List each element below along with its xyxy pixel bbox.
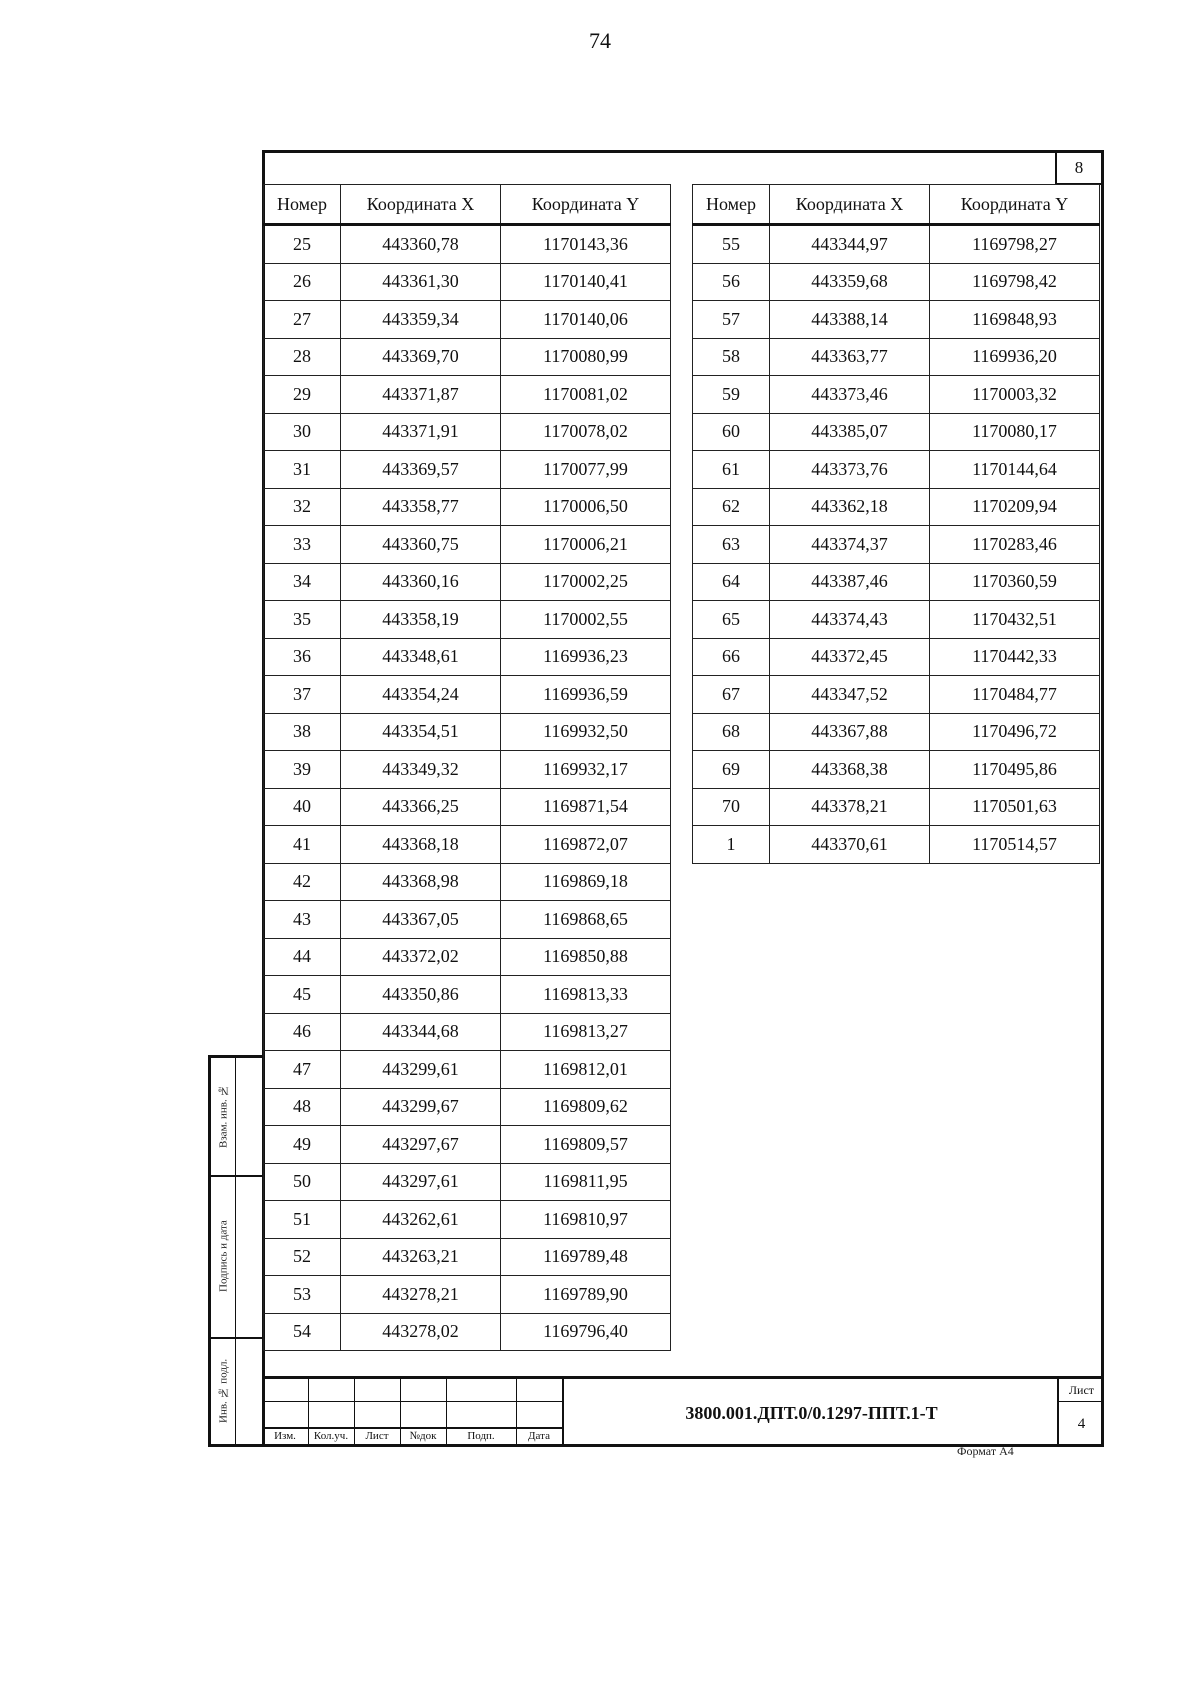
cell-y: 1169810,97 [501,1201,671,1239]
cell-number: 57 [693,301,770,339]
cell-x: 443297,67 [341,1126,501,1164]
cell-number: 40 [264,788,341,826]
cell-x: 443371,91 [341,413,501,451]
table-row [693,225,1100,264]
table-row [264,713,671,751]
cell-y: 1170501,63 [930,788,1100,826]
table-row [264,451,671,489]
cell-y: 1169813,33 [501,976,671,1014]
table-row [264,1088,671,1126]
side-label-podpis: Подпись и дата [217,1220,230,1292]
cell-y: 1170002,25 [501,563,671,601]
table-row [693,713,1100,751]
cell-x: 443354,24 [341,676,501,714]
cell-y: 1169869,18 [501,863,671,901]
cell-x: 443299,61 [341,1051,501,1089]
cell-y: 1170077,99 [501,451,671,489]
cell-number: 54 [264,1313,341,1351]
header-y: Координата Y [930,185,1100,225]
cell-number: 32 [264,488,341,526]
sheet-value: 4 [1077,1416,1086,1432]
tb-header-podp: Подп. [467,1430,495,1442]
table-body-right [693,225,1100,864]
cell-x: 443374,37 [770,526,930,564]
table-row [693,826,1100,864]
cell-number: 55 [693,225,770,264]
cell-x: 443369,70 [341,338,501,376]
tb-header-izm: Изм. [274,1430,296,1442]
table-row [693,676,1100,714]
header-x: Координата X [341,185,501,225]
cell-number: 50 [264,1163,341,1201]
cell-number: 56 [693,263,770,301]
cell-y: 1169809,62 [501,1088,671,1126]
cell-x: 443361,30 [341,263,501,301]
table-row [693,338,1100,376]
header-num: Номер [693,185,770,225]
cell-number: 44 [264,938,341,976]
cell-x: 443372,02 [341,938,501,976]
cell-x: 443278,02 [341,1313,501,1351]
table-header-row [693,185,1100,225]
tb-header-kolich: Кол.уч. [313,1430,349,1442]
cell-y: 1169868,65 [501,901,671,939]
cell-y: 1170140,41 [501,263,671,301]
table-row [264,413,671,451]
cell-x: 443378,21 [770,788,930,826]
cell-y: 1170080,99 [501,338,671,376]
cell-number: 1 [693,826,770,864]
tb-header-list: Лист [365,1430,389,1442]
cell-y: 1169811,95 [501,1163,671,1201]
header-x: Координата X [770,185,930,225]
coordinates-table-right [692,184,1100,864]
cell-y: 1169871,54 [501,788,671,826]
cell-x: 443385,07 [770,413,930,451]
table-row [264,863,671,901]
cell-x: 443344,68 [341,1013,501,1051]
side-label-inv: Инв. № подл. [217,1358,230,1423]
cell-y: 1169798,27 [930,225,1100,264]
cell-number: 33 [264,526,341,564]
cell-y: 1169809,57 [501,1126,671,1164]
table-header-row [264,185,671,225]
cell-number: 64 [693,563,770,601]
cell-number: 66 [693,638,770,676]
cell-y: 1169789,90 [501,1276,671,1314]
table-row [693,413,1100,451]
cell-x: 443367,88 [770,713,930,751]
table-row [264,901,671,939]
format-label: Формат А4 [957,1444,1014,1458]
cell-number: 25 [264,225,341,264]
cell-y: 1169872,07 [501,826,671,864]
cell-number: 46 [264,1013,341,1051]
table-row [264,751,671,789]
cell-x: 443368,38 [770,751,930,789]
cell-number: 37 [264,676,341,714]
cell-number: 61 [693,451,770,489]
table-row [264,676,671,714]
cell-x: 443366,25 [341,788,501,826]
cell-number: 26 [264,263,341,301]
cell-number: 67 [693,676,770,714]
table-row [693,788,1100,826]
cell-number: 31 [264,451,341,489]
cell-y: 1170006,50 [501,488,671,526]
table-row [264,938,671,976]
cell-y: 1170496,72 [930,713,1100,751]
tb-header-ndok: №док [409,1430,437,1442]
cell-x: 443358,77 [341,488,501,526]
table-row [264,1313,671,1351]
table-row [264,976,671,1014]
cell-number: 68 [693,713,770,751]
cell-number: 36 [264,638,341,676]
side-label-vzam: Взам. инв. № [217,1084,230,1149]
cell-number: 70 [693,788,770,826]
cell-number: 30 [264,413,341,451]
cell-y: 1169798,42 [930,263,1100,301]
revision-grid [262,1379,562,1447]
cell-y: 1169936,20 [930,338,1100,376]
cell-number: 51 [264,1201,341,1239]
cell-x: 443371,87 [341,376,501,414]
cell-y: 1169813,27 [501,1013,671,1051]
cell-x: 443359,68 [770,263,930,301]
cell-y: 1170002,55 [501,601,671,639]
coordinates-table-left [263,184,671,1351]
table-row [264,376,671,414]
cell-y: 1170360,59 [930,563,1100,601]
cell-y: 1170006,21 [501,526,671,564]
table-row [693,301,1100,339]
cell-y: 1169932,50 [501,713,671,751]
sheet-label: Лист [1059,1379,1104,1402]
cell-number: 38 [264,713,341,751]
cell-x: 443359,34 [341,301,501,339]
table-row [693,526,1100,564]
cell-x: 443368,98 [341,863,501,901]
cell-y: 1170078,02 [501,413,671,451]
cell-number: 53 [264,1276,341,1314]
page-number: 74 [589,28,611,53]
cell-number: 69 [693,751,770,789]
table-row [264,1051,671,1089]
cell-number: 43 [264,901,341,939]
cell-number: 52 [264,1238,341,1276]
cell-number: 45 [264,976,341,1014]
cell-x: 443360,16 [341,563,501,601]
cell-x: 443350,86 [341,976,501,1014]
table-row [264,1276,671,1314]
cell-y: 1169848,93 [930,301,1100,339]
cell-y: 1169796,40 [501,1313,671,1351]
cell-y: 1170080,17 [930,413,1100,451]
cell-x: 443374,43 [770,601,930,639]
cell-y: 1170495,86 [930,751,1100,789]
cell-y: 1170140,06 [501,301,671,339]
table-row [264,338,671,376]
cell-y: 1169936,23 [501,638,671,676]
table-row [693,601,1100,639]
cell-x: 443369,57 [341,451,501,489]
binding-strip [208,1055,263,1447]
cell-y: 1170432,51 [930,601,1100,639]
cell-x: 443373,76 [770,451,930,489]
table-row [264,301,671,339]
cell-number: 59 [693,376,770,414]
cell-x: 443368,18 [341,826,501,864]
cell-number: 39 [264,751,341,789]
cell-y: 1169812,01 [501,1051,671,1089]
cell-x: 443370,61 [770,826,930,864]
cell-y: 1170144,64 [930,451,1100,489]
cell-y: 1170209,94 [930,488,1100,526]
cell-number: 58 [693,338,770,376]
cell-number: 42 [264,863,341,901]
table-row [693,451,1100,489]
cell-x: 443387,46 [770,563,930,601]
table-row [264,638,671,676]
cell-number: 35 [264,601,341,639]
header-y: Координата Y [501,185,671,225]
table-row [264,488,671,526]
cell-y: 1169932,17 [501,751,671,789]
cell-x: 443372,45 [770,638,930,676]
cell-number: 34 [264,563,341,601]
cell-x: 443348,61 [341,638,501,676]
cell-number: 60 [693,413,770,451]
cell-y: 1170514,57 [930,826,1100,864]
cell-x: 443344,97 [770,225,930,264]
table-row [264,1013,671,1051]
table-row [264,1201,671,1239]
cell-number: 48 [264,1088,341,1126]
table-row [693,488,1100,526]
cell-number: 63 [693,526,770,564]
cell-x: 443358,19 [341,601,501,639]
cell-y: 1169936,59 [501,676,671,714]
cell-x: 443263,21 [341,1238,501,1276]
table-row [264,601,671,639]
table-row [264,1238,671,1276]
cell-number: 41 [264,826,341,864]
table-row [693,263,1100,301]
table-row [693,751,1100,789]
cell-x: 443373,46 [770,376,930,414]
cell-y: 1170081,02 [501,376,671,414]
cell-x: 443347,52 [770,676,930,714]
tb-header-data: Дата [528,1430,550,1442]
table-body-left [264,225,671,1351]
cell-x: 443360,75 [341,526,501,564]
table-row [264,826,671,864]
cell-x: 443360,78 [341,225,501,264]
table-row [264,788,671,826]
cell-x: 443262,61 [341,1201,501,1239]
table-row [264,1163,671,1201]
cell-number: 62 [693,488,770,526]
cell-number: 49 [264,1126,341,1164]
table-row [693,638,1100,676]
cell-y: 1170442,33 [930,638,1100,676]
table-row [693,563,1100,601]
cell-x: 443388,14 [770,301,930,339]
cell-x: 443367,05 [341,901,501,939]
cell-number: 47 [264,1051,341,1089]
cell-x: 443349,32 [341,751,501,789]
cell-y: 1170143,36 [501,225,671,264]
cell-x: 443362,18 [770,488,930,526]
table-row [264,225,671,264]
sheet-mark: 8 [1055,153,1101,185]
cell-number: 28 [264,338,341,376]
cell-y: 1170283,46 [930,526,1100,564]
cell-x: 443354,51 [341,713,501,751]
cell-x: 443297,61 [341,1163,501,1201]
table-row [264,263,671,301]
cell-y: 1170003,32 [930,376,1100,414]
cell-x: 443363,77 [770,338,930,376]
title-block [262,1376,1104,1447]
cell-number: 29 [264,376,341,414]
cell-x: 443299,67 [341,1088,501,1126]
cell-y: 1170484,77 [930,676,1100,714]
table-row [693,376,1100,414]
table-row [264,563,671,601]
sheet-number-box [1057,1379,1104,1447]
cell-y: 1169789,48 [501,1238,671,1276]
table-row [264,526,671,564]
table-row [264,1126,671,1164]
cell-x: 443278,21 [341,1276,501,1314]
cell-y: 1169850,88 [501,938,671,976]
document-designation: 3800.001.ДПТ.0/0.1297-ППТ.1-Т [562,1379,1059,1447]
cell-number: 65 [693,601,770,639]
cell-number: 27 [264,301,341,339]
header-num: Номер [264,185,341,225]
